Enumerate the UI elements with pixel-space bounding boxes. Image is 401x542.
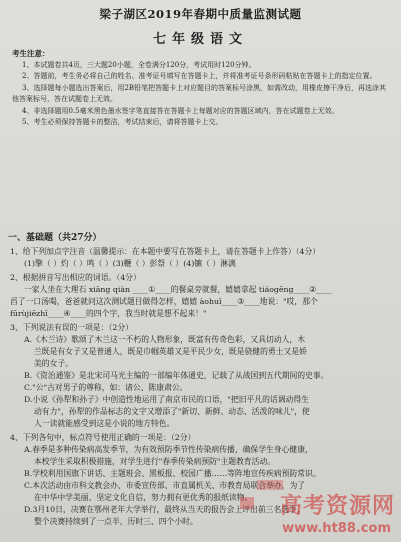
notes-item: 1、本试题卷共4页，三大题20小题，全卷满分120分，考试用时120分钟。: [22, 60, 256, 69]
question-stem: 3、下列说法有误的一项是：（2分）: [10, 323, 133, 332]
exam-subtitle: 七年级语文: [152, 32, 248, 47]
option-d-cont: 动有力"，孙犁的作品标志的文字又增添了"新切、新鲜、动态、活泼的味儿"，使: [34, 407, 310, 416]
question-line: (1)擎（ ）灼（ ）鸣（ ）(3)鞭（ ）彭祭（ ）(4)镳（ ）淋漓: [24, 259, 236, 268]
watermark-url: www.ht88.com: [282, 521, 391, 536]
question-stem: 4、下列各句中，标点符号使用正确的一项是：（2分）: [10, 433, 196, 442]
question-line: 一家人坐在大理石 xiāng qiàn ____①____的餐桌旁就餐，嬉嬉拿起 tiáogēng____②____: [24, 285, 332, 294]
option-c: C."公"古对男子的尊称，如：诸公、陈康肃公。: [24, 383, 188, 392]
option-d-cont: 整个决赛持续到了一点半，历时三、四个小时。: [34, 517, 198, 526]
section-title: 一、基础题（共27分）: [8, 233, 102, 243]
exam-notes: [12, 48, 392, 129]
question-line: fūrùjiēzhī____④____的四个字，我当时就是想不起来！": [10, 309, 207, 318]
option-d: D.3月10日，决赛在鄂州老年大学举行，最终从当天的报告会上评出前三名选手，: [24, 505, 305, 514]
notes-item: 2、答题前，考生务必将自己的姓名、准考证号填写在答题卡上，并将准考证号条形码粘贴在答题卡上的指定位置。: [22, 72, 377, 80]
question-stem: 1、给下列加点字注音（温馨提示：在本题中要写在答题卡上，请在答题卡上作答）（4分）: [10, 247, 321, 256]
watermark-stamp: [279, 476, 397, 538]
option-b: B.学校利用国旗下讲话、主题班会、黑板报、校园广播……等阵地宣传疾病预防常识。: [24, 469, 321, 478]
option-a-cont: 兰既是有女子又是普通人，既是巾帼英雄又是平民少女，既是骁健的勇士又是娇: [34, 347, 307, 356]
option-a: A.春季是多种传染病高发季节，为有效预防季节性传染病传播，确保学生身心健康，: [24, 445, 313, 454]
question-3: [10, 322, 390, 430]
notes-item: 3、选择题每小题选出答案后，用2B铅笔把答题卡上对应题目的答案标号涂黑，如需改动，用橡皮擦干净后，再选涂其他答案标号，答在试题卷上无效。: [12, 83, 387, 103]
red-mark: [240, 497, 254, 509]
option-a: A.《木兰诗》歌颂了木兰这一不朽的人物形象，既富有传奇色彩，又具切动人，木: [24, 335, 305, 344]
option-c-cont: 在中华中学美丽、坚定文化自信，努力拥有更优秀的报纸读物。: [34, 493, 253, 502]
watermark-text: 高考资源网: [279, 494, 395, 519]
option-a-cont: 本校学生采取积极措施，对学生进行"春季传染病预防"主题教育活动。: [34, 457, 276, 466]
question-stem: 2、根据拼音写出相应的词语。（4分）: [10, 273, 141, 282]
question-2: [10, 272, 390, 320]
option-b: B.《资治通鉴》是北宋司马光主编的一部编年体通史，记载了从战国到五代期间的史事。: [24, 371, 329, 380]
option-d-cont: 人一读就能感受到这是小说的地方特色。: [34, 419, 175, 428]
option-d: D.小说《孙犁和孙子》中创造性地运用了南京市民的口语，"把旧平凡的话调动得生: [24, 395, 309, 404]
exam-title: 梁子湖区2019年春期中质量监测试题: [99, 7, 302, 21]
notes-item: 4、非选择题用0.5毫米黑色墨水签字笔直接答在答题卡上每题对应的答题区域内，答在试题卷上无效。: [22, 106, 339, 115]
notes-heading: 考生注意：: [12, 49, 50, 58]
question-line: 舀了一口汤喝，爸爸就问这次测试题目做得怎样，嬉嬉 àohuǐ____③____地说："哎，那个: [10, 297, 318, 306]
option-c: C.本次活动由市科文教会办、市委宣传部、市直属机关、市教育局联合举办，为了: [24, 481, 306, 490]
option-a-cont: 美的女子。: [34, 359, 73, 368]
question-1: [10, 246, 390, 270]
notes-item: 5、考生必须保持答题卡的整洁，考试结束后，请将答题卡上交。: [22, 118, 223, 126]
